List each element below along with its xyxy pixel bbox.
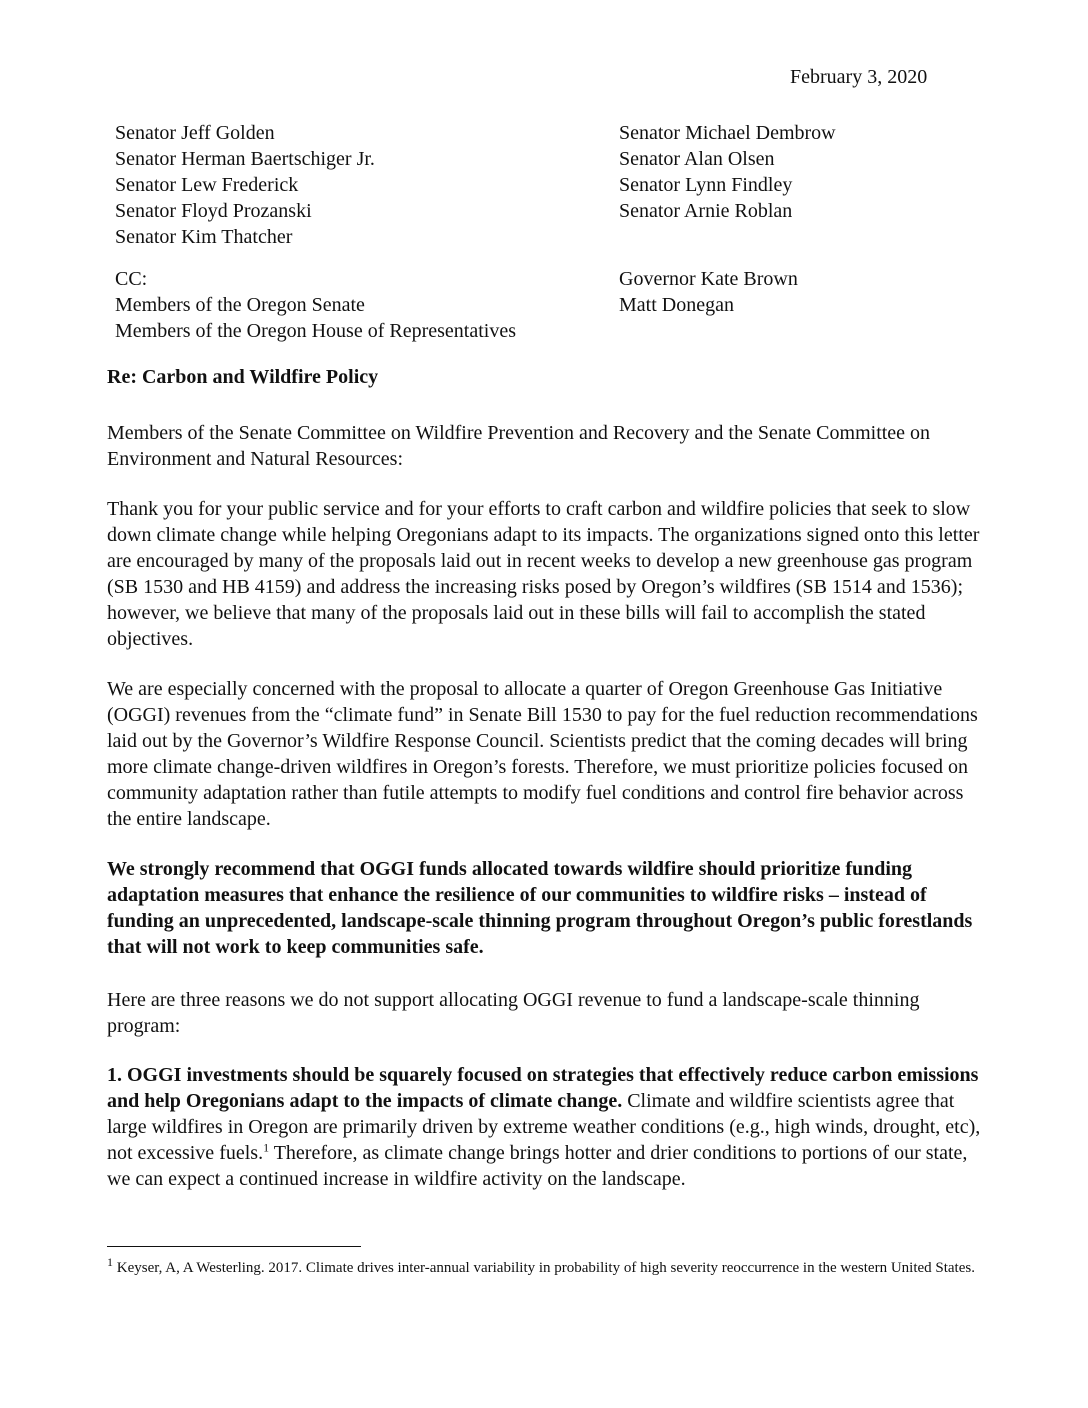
footnote-text: Keyser, A, A Westerling. 2017. Climate drives inter-annual variability in probability of high severity reoccurrence in the western United States. <box>113 1260 975 1276</box>
cc-recipient: Matt Donegan <box>619 294 734 316</box>
recipient: Senator Jeff Golden <box>115 122 275 144</box>
recipient: Senator Alan Olsen <box>619 148 775 170</box>
paragraph-reason-1 <box>107 1062 987 1192</box>
recipients-right <box>619 120 836 224</box>
reason-1-text-cont: Therefore, as climate change brings hotter and drier conditions to portions of our state, we can expect a continued increase in wildfire activity on the landscape. <box>107 1142 968 1190</box>
footnote-mark: 1 <box>107 1255 113 1269</box>
recipient: Senator Herman Baertschiger Jr. <box>115 148 375 170</box>
cc-label: CC: <box>115 268 148 290</box>
paragraph-reasons-intro: Here are three reasons we do not support allocating OGGI revenue to fund a landscape-scale thinning program: <box>107 989 920 1037</box>
footnote-divider <box>107 1246 361 1247</box>
recipient: Senator Floyd Prozanski <box>115 200 312 222</box>
recipients-left <box>115 120 375 250</box>
recipient: Senator Kim Thatcher <box>115 226 293 248</box>
reason-1-text: Climate and wildfire scientists agree that large wildfires in Oregon are primarily driven by extreme weather conditions (e.g., high winds, drought, etc), not excessive fuels. <box>107 1090 981 1164</box>
recipient: Senator Lew Frederick <box>115 174 299 196</box>
paragraph-concern: We are especially concerned with the proposal to allocate a quarter of Oregon Greenhouse Gas Initiative (OGGI) revenues from the “climate fund” in Senate Bill 1530 to pay for the fuel reduction recommendations laid out by the Governor’s Wildfire Response Council. Scientists predict that the coming decades will bring more climate change-driven wildfires in Oregon’s forests. Therefore, we must prioritize policies focused on community adaptation rather than futile attempts to modify fuel conditions and control fire behavior across the entire landscape. <box>107 678 978 830</box>
letter-date: February 3, 2020 <box>790 66 928 88</box>
cc-right <box>619 266 798 318</box>
cc-recipient: Governor Kate Brown <box>619 268 798 290</box>
cc-recipient: Members of the Oregon Senate <box>115 294 365 316</box>
cc-recipient: Members of the Oregon House of Representatives <box>115 320 516 342</box>
recommendation: We strongly recommend that OGGI funds allocated towards wildfire should prioritize funding adaptation measures that enhance the resilience of our communities to wildfire risks – instead of funding an unprecedented, landscape-scale thinning program throughout Oregon’s public forestlands that will not work to keep communities safe. <box>107 858 973 958</box>
recipient: Senator Lynn Findley <box>619 174 793 196</box>
recipient: Senator Arnie Roblan <box>619 200 793 222</box>
subject-line: Re: Carbon and Wildfire Policy <box>107 366 379 388</box>
footnote <box>107 1255 987 1279</box>
paragraph-intro: Thank you for your public service and for your efforts to craft carbon and wildfire policies that seek to slow down climate change while helping Oregonians adapt to its impacts. The organizations signed onto this letter are encouraged by many of the proposals laid out in recent weeks to develop a new greenhouse gas program (SB 1530 and HB 4159) and address the increasing risks posed by Oregon’s wildfires (SB 1514 and 1536); however, we believe that many of the proposals laid out in these bills will fail to accomplish the stated objectives. <box>107 498 980 650</box>
footnote-ref: 1 <box>263 1140 270 1155</box>
salutation: Members of the Senate Committee on Wildfire Prevention and Recovery and the Senate Committee on Environment and Natural Resources: <box>107 422 931 470</box>
cc-left <box>115 266 516 344</box>
reason-1-heading: 1. OGGI investments should be squarely focused on strategies that effectively reduce carbon emissions and help Oregonians adapt to the impacts of climate change. <box>107 1064 979 1112</box>
recipient: Senator Michael Dembrow <box>619 122 836 144</box>
